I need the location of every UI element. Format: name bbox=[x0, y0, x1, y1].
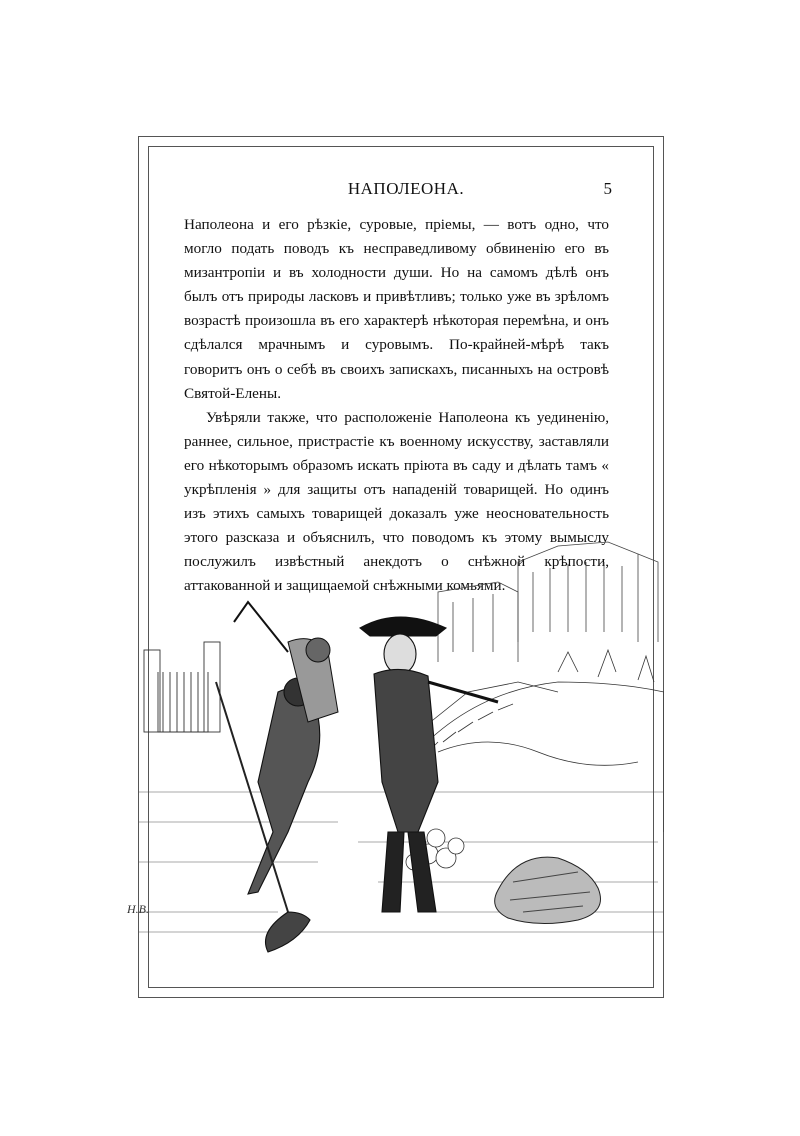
garden-gate bbox=[144, 642, 220, 732]
snow-fort bbox=[408, 650, 664, 832]
paragraph-2: Увѣряли также, что расположеніе Наполеона къ уединенію, раннее, сильное, пристрастіе къ военному искусству, заставляли его нѣкоторымъ образомъ искать пріюта въ саду и дѣлать тамъ « укрѣпленія » для защиты отъ нападеній товарищей. Но одинъ изъ этихъ самыхъ товарищей доказалъ уже неосновательность этого разсказа и объяснилъ, что поводомъ къ этому вымыслу послужилъ извѣстный анекдотъ о снѣжной крѣпости, аттакованной и защищаемой снѣжными комьями. bbox=[184, 408, 609, 595]
running-header bbox=[186, 179, 626, 205]
boy-with-broom bbox=[216, 678, 320, 952]
pile-of-coats bbox=[495, 857, 601, 923]
engraving-snowball-fight bbox=[138, 532, 664, 956]
paragraph-1: Наполеона и его рѣзкіе, суровые, пріемы, — вотъ одно, что могло подать поводъ къ несправедливому обвиненію его въ мизантропіи и въ холодности души. Но на самомъ дѣлѣ онъ былъ отъ природы ласковъ и привѣтливъ; только уже въ зрѣломъ возрастѣ произошла въ его характерѣ нѣкоторая перемѣна, и онъ сдѣлался мрачнымъ и суровымъ. По-крайней-мѣрѣ такъ говоритъ онъ о себѣ въ своихъ запискахъ, писанныхъ на островѣ Святой-Елены. bbox=[184, 216, 609, 402]
page-number: 5 bbox=[603, 179, 612, 198]
artist-signature: H.B. bbox=[127, 902, 149, 916]
running-title: НАПОЛЕОНА. bbox=[347, 179, 465, 198]
background-building bbox=[438, 542, 658, 662]
napoleon-figure bbox=[360, 617, 498, 912]
